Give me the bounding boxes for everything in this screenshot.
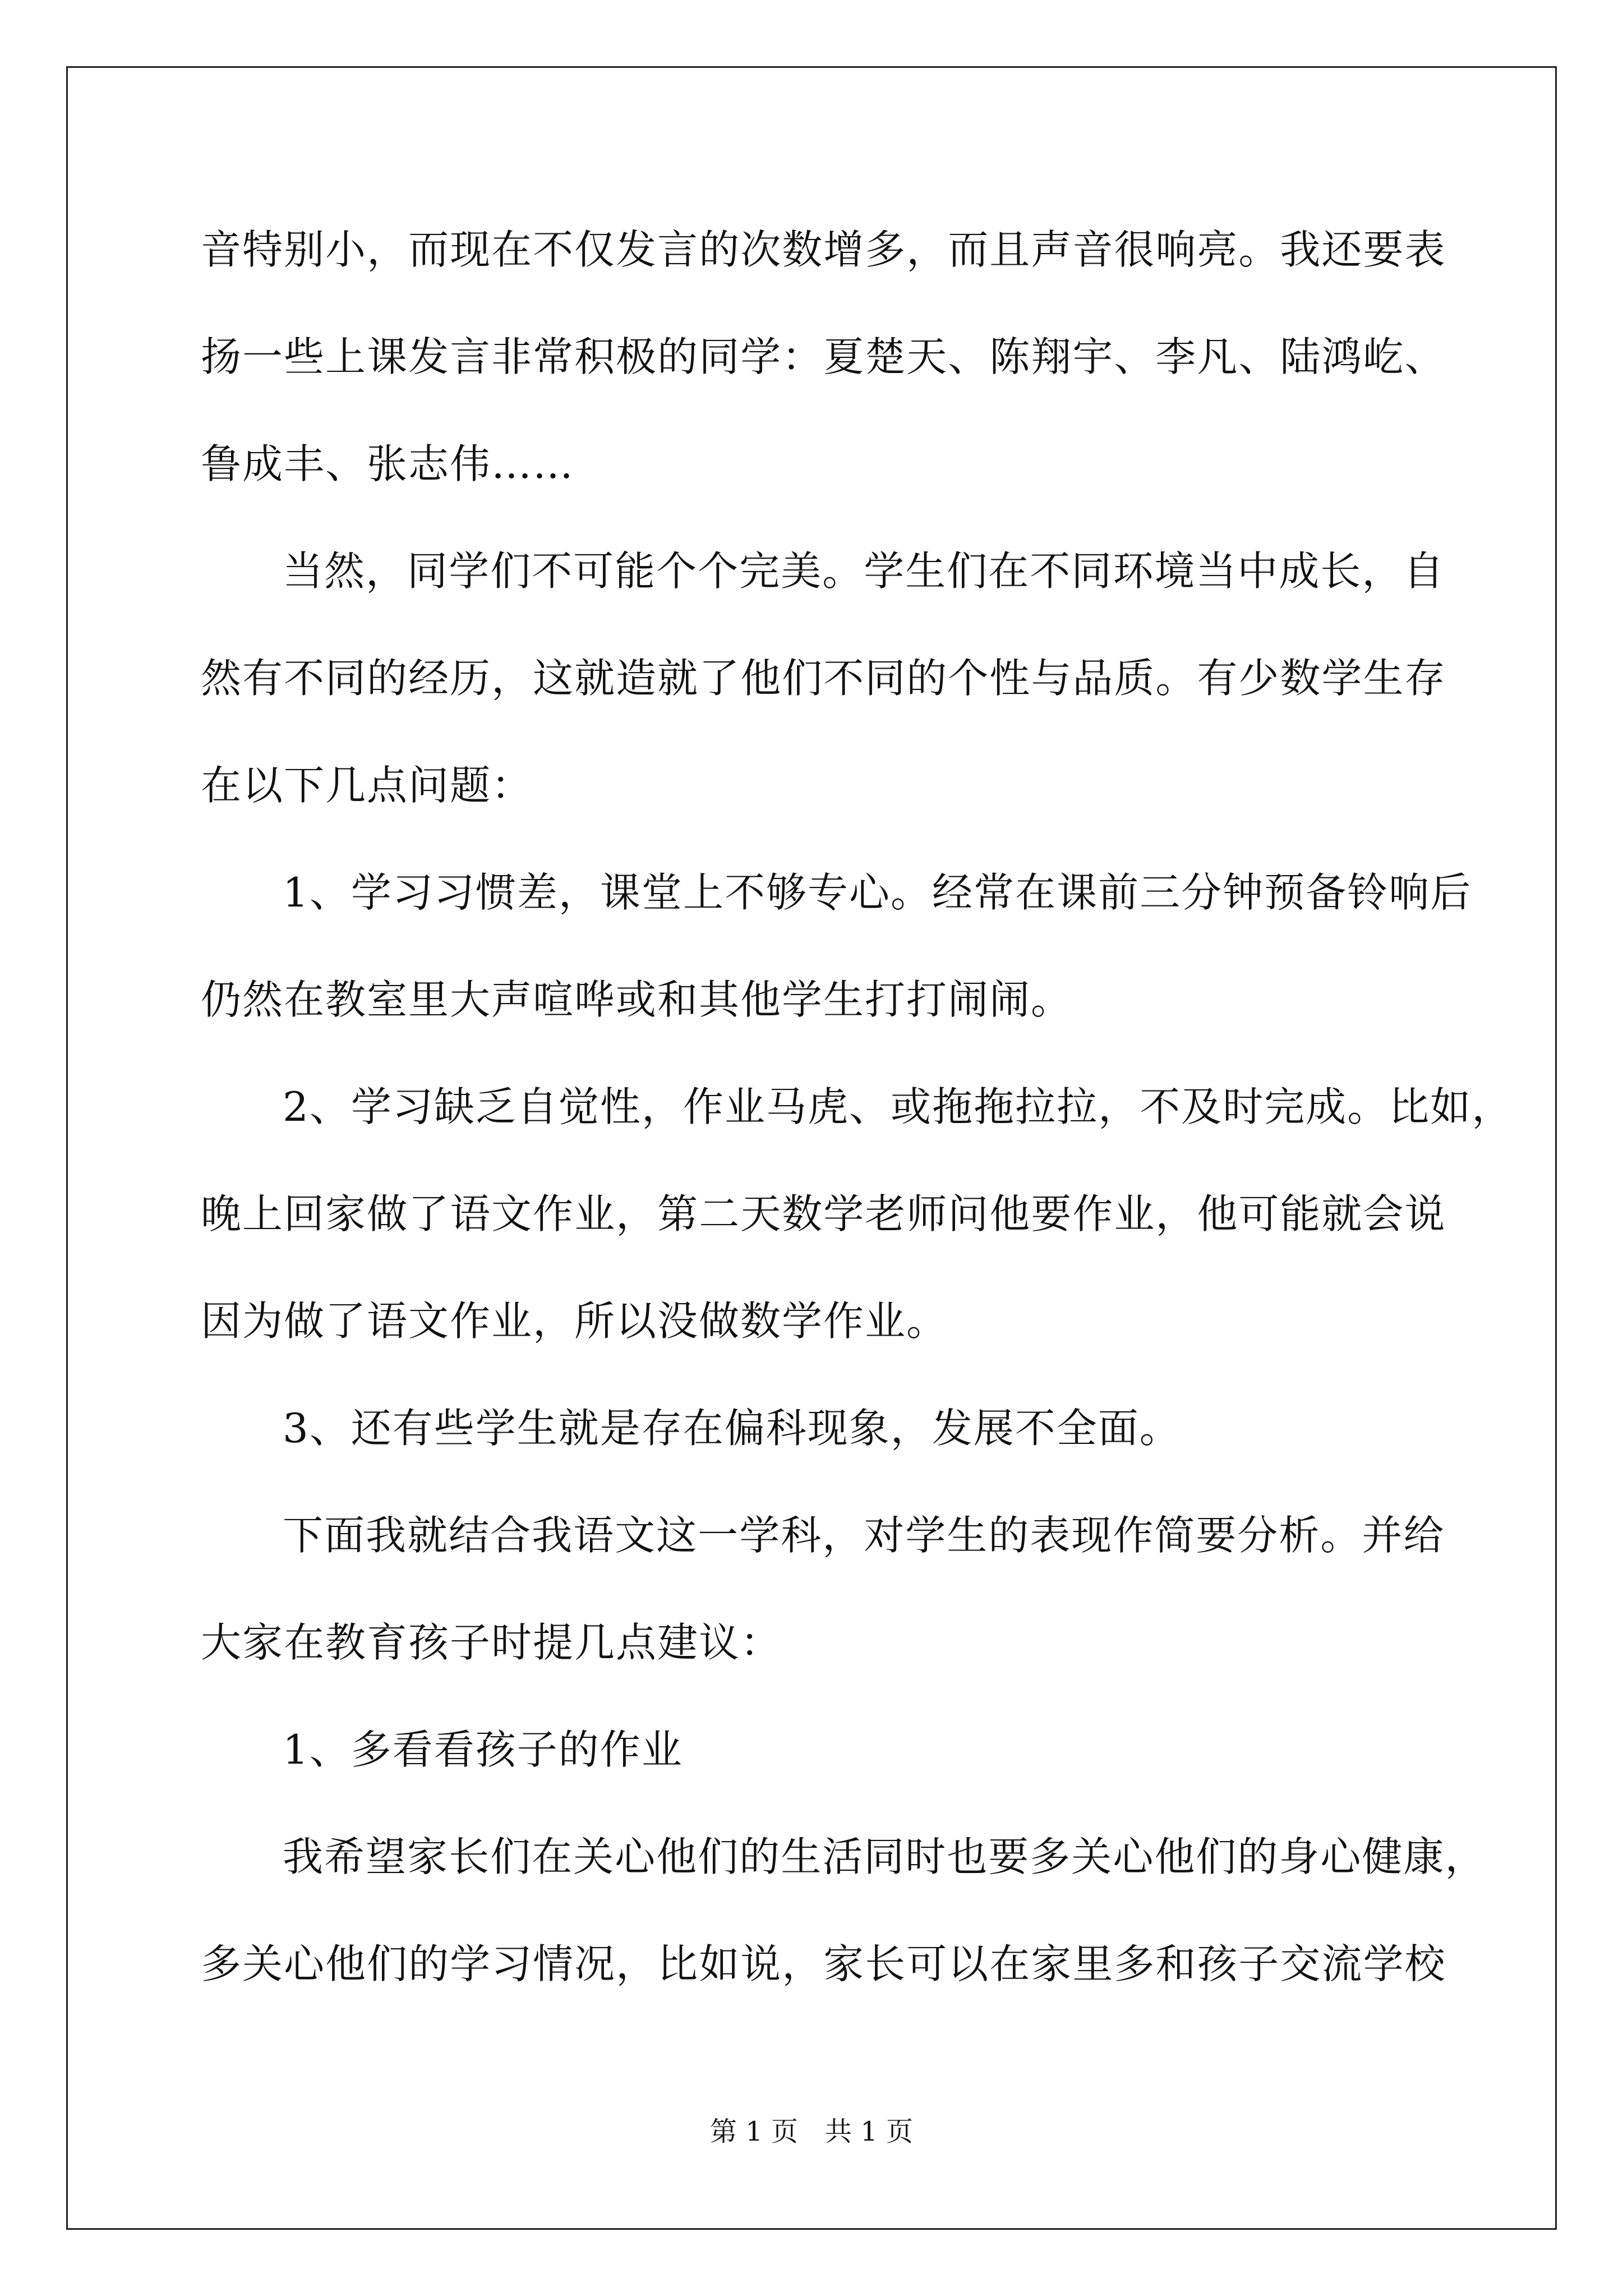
text-line: 大家在教育孩子时提几点建议： [201, 1619, 782, 1666]
text-line: 然 有 不 同 的 经 历 ， 这 就 造 就 了 他 们 不 同 的 个 性 与 品 质 。 有 少 数 学 生 存 [201, 655, 1446, 702]
text-line: 多 关 心 他 们 的 学 习 情 况 ， 比 如 说 ， 家 长 可 以 在 家 里 多 和 孩 子 交 流 学 校 [201, 1940, 1446, 1987]
text-line: 扬 一 些 上 课 发 言 非 常 积 极 的 同 学 ： 夏 楚 天 、 陈 翔 宇 、 李 凡 、 陆 鸿 屹 、 [201, 333, 1446, 380]
page-border [66, 66, 1557, 2230]
text-line: 在以下几点问题： [201, 762, 533, 809]
text-line: 1、多看看孩子的作业 [283, 1726, 683, 1773]
text-line: 因为做了语文作业，所以没做数学作业。 [201, 1297, 948, 1345]
text-line: 3、还有些学生就是存在偏科现象，发展不全面。 [283, 1405, 1181, 1452]
text-line: 我 希 望 家 长 们 在 关 心 他 们 的 生 活 同 时 也 要 多 关 心 他 们 的 身 心 健 康 ， [283, 1833, 1487, 1880]
text-line: 1 、 学 习 习 惯 差 ， 课 堂 上 不 够 专 心 。 经 常 在 课 前 三 分 钟 预 备 铃 响 后 [283, 869, 1472, 916]
text-line: 仍然在教室里大声喧哗或和其他学生打打闹闹。 [201, 976, 1073, 1023]
text-line: 音 特 别 小 ， 而 现 在 不 仅 发 言 的 次 数 增 多 ， 而 且 声 音 很 响 亮 。 我 还 要 表 [201, 226, 1446, 273]
page-number: 第 1 页 共 1 页 [709, 2116, 914, 2147]
text-line: 晚 上 回 家 做 了 语 文 作 业 ， 第 二 天 数 学 老 师 问 他 要 作 业 ， 他 可 能 就 会 说 [201, 1190, 1446, 1237]
text-line: 下 面 我 就 结 合 我 语 文 这 一 学 科 ， 对 学 生 的 表 现 作 简 要 分 析 。 并 给 [283, 1512, 1445, 1559]
text-line: 2 、 学 习 缺 乏 自 觉 性 ， 作 业 马 虎 、 或 拖 拖 拉 拉 ， 不 及 时 完 成 。 比 如 ， [283, 1083, 1514, 1130]
text-line: 当 然 ， 同 学 们 不 可 能 个 个 完 美 。 学 生 们 在 不 同 环 境 当 中 成 长 ， 自 [283, 547, 1445, 595]
text-line: 鲁成丰、张志伟…… [201, 440, 575, 487]
